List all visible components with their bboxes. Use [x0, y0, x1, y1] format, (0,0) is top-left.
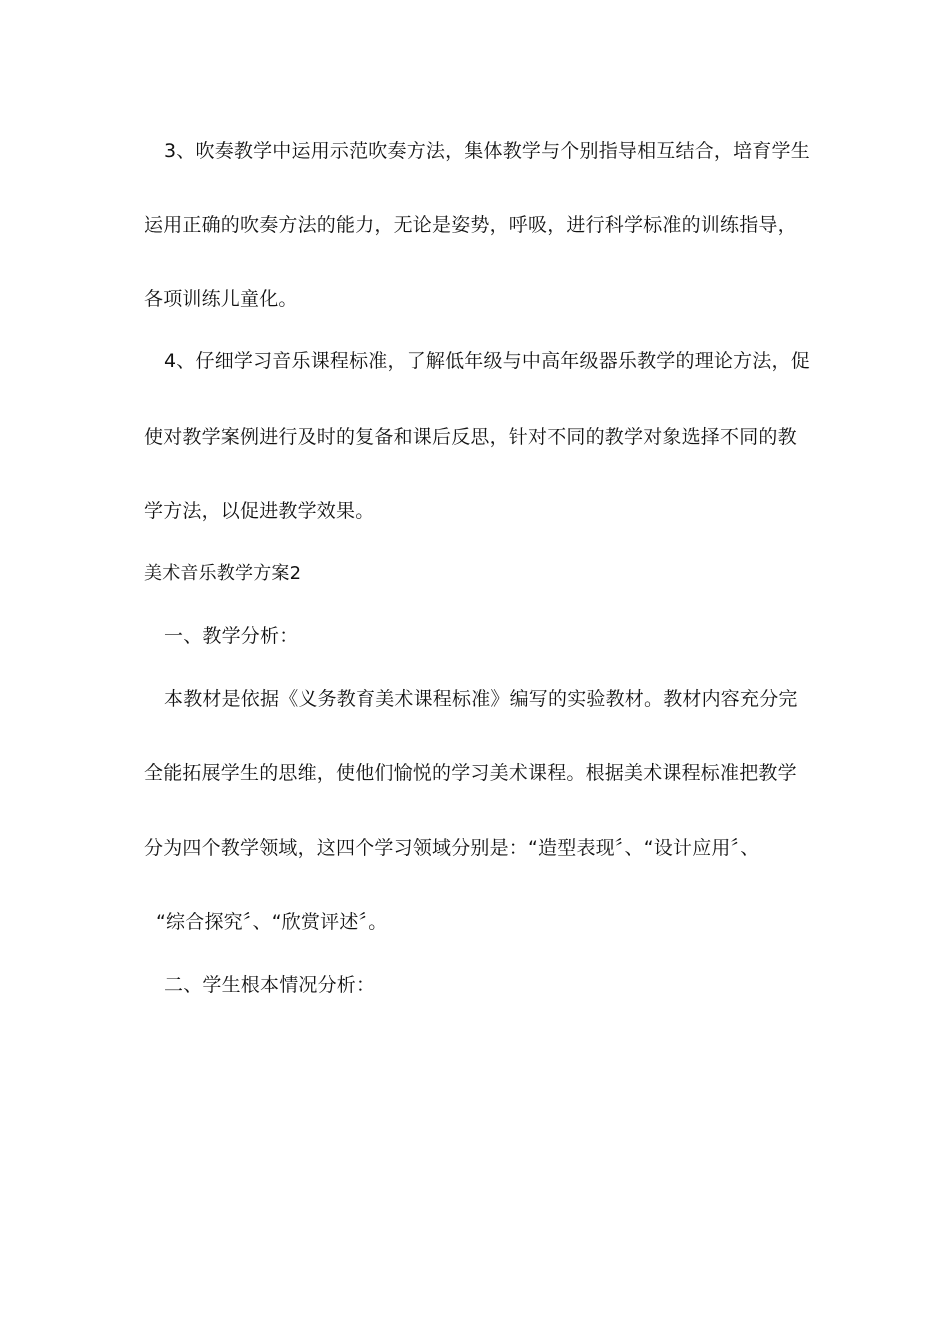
item4-line2: 使对教学案例进行及时的复备和课后反思，针对不同的教学对象选择不同的教 [144, 426, 797, 448]
heading-student-analysis: 二、学生根本情况分析： [164, 974, 376, 996]
section-title: 美术音乐教学方案2 [144, 563, 302, 584]
item3-line2: 运用正确的吹奏方法的能力，无论是姿势，呼吸，进行科学标准的训练指导， [144, 214, 797, 236]
heading-teaching-analysis: 一、教学分析： [164, 625, 299, 647]
para1-line2: 全能拓展学生的思维，使他们愉悦的学习美术课程。根据美术课程标准把教学 [144, 762, 797, 784]
item4-line3: 学方法，以促进教学效果。 [144, 500, 375, 522]
item3-line1: 3、吹奏教学中运用示范吹奏方法，集体教学与个别指导相互结合，培育学生 [164, 140, 810, 162]
item3-line3: 各项训练儿童化。 [144, 288, 298, 310]
item4-line1: 4、仔细学习音乐课程标准，了解低年级与中高年级器乐教学的理论方法，促 [164, 350, 810, 372]
para1-line4: “综合探究〞、“欣赏评述〞。 [156, 911, 388, 933]
para1-line1: 本教材是依据《义务教育美术课程标准》编写的实验教材。教材内容充分完 [164, 688, 798, 710]
para1-line3: 分为四个教学领域，这四个学习领域分别是：“造型表现〞、“设计应用〞、 [144, 837, 760, 859]
